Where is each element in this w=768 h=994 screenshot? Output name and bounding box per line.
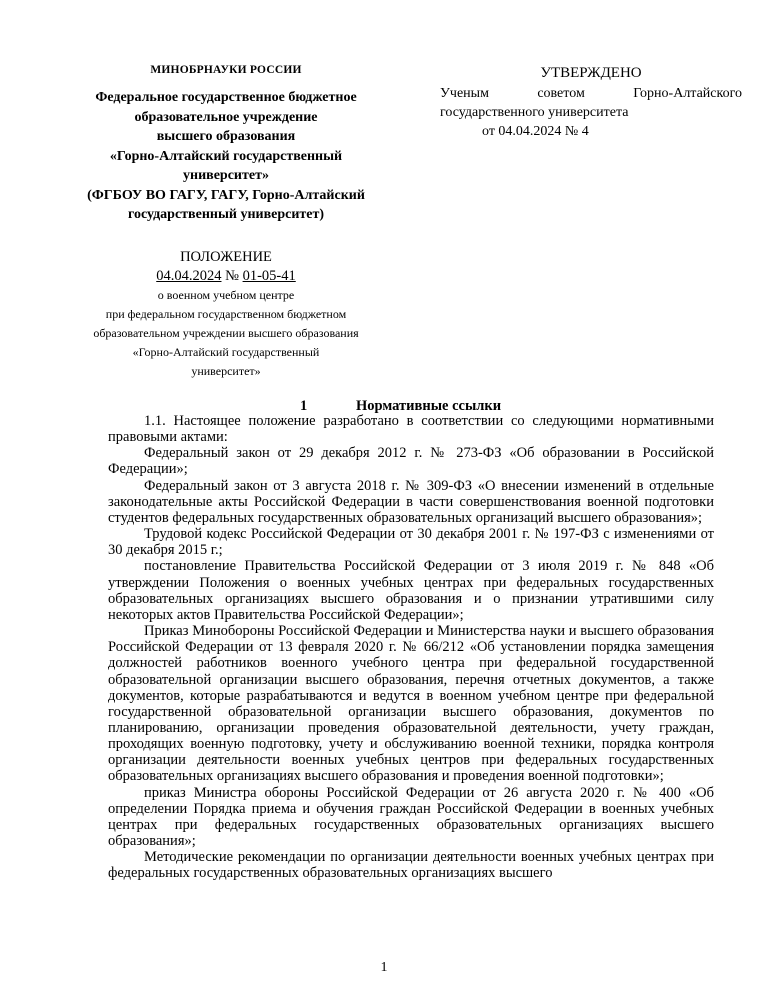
approval-title: УТВЕРЖДЕНО: [540, 65, 642, 81]
document-title: [56, 286, 396, 381]
paragraph: приказ Министра обороны Российской Федерации от 26 августа 2020 г. № 400 «Об определении Порядка приема и обучения граждан Российской Федерации в военных учебных центрах при федеральных государственных образовательных организациях высшего образования»;: [108, 784, 714, 850]
document-number: 01-05-41: [242, 267, 296, 284]
paragraph: Трудовой кодекс Российской Федерации от 30 декабря 2001 г. № 197-ФЗ с изменениями от 30 декабря 2015 г.;: [108, 526, 714, 559]
org-line: государственный университет): [127, 207, 325, 222]
paragraph: Федеральный закон от 29 декабря 2012 г. № 273-ФЗ «Об образовании в Российской Федерации»;: [108, 445, 714, 478]
paragraph: Федеральный закон от 3 августа 2018 г. № 309-ФЗ «О внесении изменений в отдельные законодательные акты Российской Федерации в части совершенствования военной подготовки студентов федеральных государственных образовательных организаций высшего образования»;: [108, 477, 714, 526]
org-line: высшего образования: [156, 129, 296, 144]
section-number: 1: [300, 398, 308, 414]
organization-name: [56, 88, 396, 225]
title-line: «Горно-Алтайский государственный: [132, 344, 320, 359]
approval-line: государственного университета: [440, 105, 629, 120]
org-line: Федеральное государственное бюджетное: [95, 90, 357, 105]
document-header: [56, 64, 396, 381]
approval-date: от 04.04.2024 № 4: [482, 124, 589, 139]
paragraph: Приказ Минобороны Российской Федерации и Министерства науки и высшего образования Российской Федерации от 13 февраля 2020 г. № 66/212 «Об установлении порядка замещения должностей работников военного учебного центра при федеральной государственной образовательной организации высшего образования, перечня отчетных документов, а также документов, которые разрабатываются и ведутся в военном учебном центре при федеральной государственной образовательной организации высшего образования, документов по планированию, организации проведения образовательной деятельности, учету граждан, проходящих военную подготовку, учету и обслуживанию военной техники, порядка контроля организации деятельности военных учебных центров при федеральных государственных образовательных организациях высшего образования и проведения военной подготовки»;: [108, 623, 714, 785]
approval-line: Ученым советом Горно-Алтайского: [440, 86, 742, 101]
title-line: образовательном учреждении высшего образования: [93, 325, 359, 340]
org-line: (ФГБОУ ВО ГАГУ, ГАГУ, Горно-Алтайский: [87, 187, 365, 203]
document-date-number: [56, 267, 396, 286]
ministry-name: МИНОБРНАУКИ РОССИИ: [150, 64, 302, 76]
title-line: университет»: [191, 363, 261, 378]
paragraph: 1.1. Настоящее положение разработано в соответствии со следующими нормативными правовыми актами:: [108, 413, 714, 446]
title-line: при федеральном государственном бюджетном: [105, 306, 347, 321]
page-number: 1: [380, 960, 388, 975]
paragraph: Методические рекомендации по организации деятельности военных учебных центрах при федеральных государственных образовательных организациях высшего: [108, 849, 714, 882]
document-body: [108, 413, 714, 882]
approval-stamp: [440, 64, 742, 141]
document-date: 04.04.2024: [156, 267, 222, 284]
number-sign: №: [225, 267, 239, 284]
section-title: Нормативные ссылки: [356, 398, 502, 414]
org-line: университет»: [183, 168, 269, 183]
document-type: ПОЛОЖЕНИЕ: [180, 248, 272, 265]
paragraph: постановление Правительства Российской Федерации от 3 июля 2019 г. № 848 «Об утверждении Положения о военных учебных центрах при федеральных государственных образовательных организациях высшего образования и о признании утратившими силу некоторых актов Правительства Российской Федерации»;: [108, 558, 714, 623]
org-line: образовательное учреждение: [134, 109, 318, 125]
title-line: о военном учебном центре: [157, 287, 295, 302]
org-line: «Горно-Алтайский государственный: [109, 148, 343, 164]
